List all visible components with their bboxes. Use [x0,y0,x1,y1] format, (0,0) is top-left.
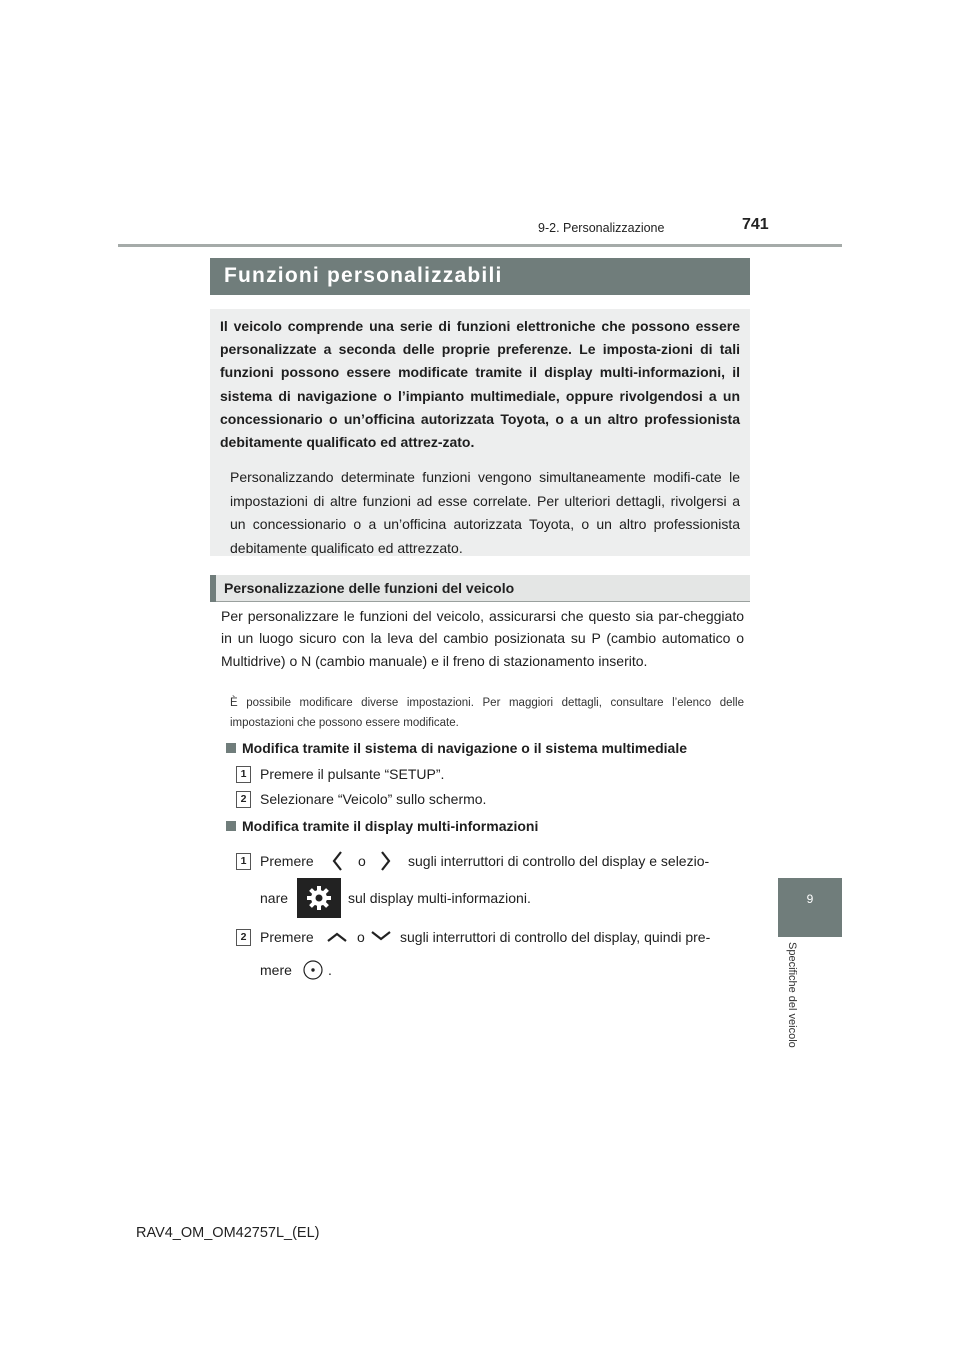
chevron-right-icon [377,849,393,873]
footer-manual-code: RAV4_OM_OM42757L_(EL) [136,1225,320,1241]
method-mid-heading [226,818,538,834]
step-word: sugli interruttori di controllo del display, quindi pre- [400,929,711,945]
chapter-tab [778,878,842,937]
page-title-bar [210,258,750,295]
step-word: sugli interruttori di controllo del display e selezio- [408,853,710,869]
step-word: mere [260,962,292,978]
header-section-title: 9-2. Personalizzazione [538,221,665,235]
header-divider [118,244,842,247]
step-word: o [358,853,366,869]
chapter-number: 9 [806,892,814,906]
step-word: . [328,962,332,978]
chevron-up-icon [325,929,349,945]
step-word: Premere [260,853,314,869]
step-number-badge: 1 [236,766,251,783]
gear-icon [297,878,341,918]
enter-button-icon [302,959,324,981]
step-word: Premere [260,929,314,945]
step-word: nare [260,890,289,906]
chapter-label-container [778,942,808,1072]
step-word: o [357,929,365,945]
chevron-down-icon [369,928,393,944]
step-number-badge: 1 [236,853,251,870]
step-text: Selezionare “Veicolo” sullo schermo. [260,791,487,807]
page-title: Funzioni personalizzabili [224,264,503,287]
method-navigation-heading-text: Modifica tramite il sistema di navigazione o il sistema multimediale [242,740,688,756]
step-number-badge: 2 [236,929,251,946]
step-number-badge: 2 [236,791,251,808]
subsection-small-note: È possibile modificare diverse impostazioni. Per maggiori dettagli, consultare l’elenco delle impostazioni che possono essere modificate. [230,697,744,729]
page-number: 741 [742,216,769,233]
subsection-body: Per personalizzare le funzioni del veicolo, assicurarsi che questo sia par-cheggiato in un luogo sicuro con la leva del cambio posizionata su P (cambio automatico o Multidrive) o N (cambio manuale) e il freno di stazionamento inserito. [221,608,744,669]
intro-bold-text: Il veicolo comprende una serie di funzioni elettroniche che possono essere personalizzate a seconda delle proprie preferenze. Le imposta-zioni di tali funzioni possono essere modificate tramite il display multi-informazioni, il sistema di navigazione o l’impianto multimediale, oppure rivolgendosi a un concessionario o un’officina autorizzata Toyota, o a un altro professionista debitamente qualificato ed attrez-zato. [220,318,740,451]
subsection-heading-bar [210,575,750,602]
chevron-left-icon [330,849,346,873]
subsection-title: Personalizzazione delle funzioni del veicolo [224,580,515,596]
intro-box [210,309,750,556]
bullet-square-icon [226,821,236,831]
method-navigation-heading [226,740,687,756]
bullet-square-icon [226,743,236,753]
step-text: Premere il pulsante “SETUP”. [260,766,445,782]
method-mid-heading-text: Modifica tramite il display multi-informazioni [242,818,539,834]
step-word: sul display multi-informazioni. [348,890,531,906]
chapter-label: Specifiche del veicolo [786,942,798,1048]
intro-note-text: Personalizzando determinate funzioni vengono simultaneamente modifi-cate le impostazioni di altre funzioni ad esse correlate. Per ulteriori dettagli, rivolgersi a un concessionario o a un’officina autorizzata Toyota, o un altro professionista debitamente qualificato ed attrezzato. [230,469,740,556]
subsection-accent [210,575,216,602]
